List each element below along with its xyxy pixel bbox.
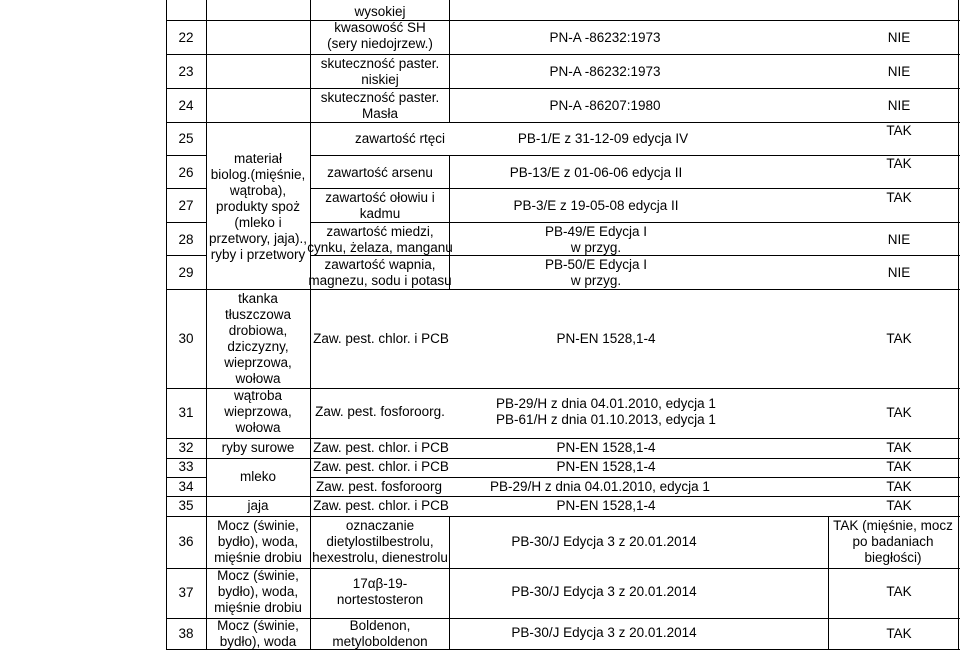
accreditation-cell: TAK xyxy=(886,498,912,513)
row-number: 35 xyxy=(178,498,194,513)
row-number: 36 xyxy=(178,534,194,549)
row-divider xyxy=(166,222,206,223)
row-divider xyxy=(166,20,960,21)
accreditation-cell: NIE xyxy=(887,30,911,45)
test-cell: zawartość miedzi, cynku, żelaza, manganu xyxy=(307,224,453,255)
row-number: 30 xyxy=(178,331,194,346)
column-divider xyxy=(828,516,829,650)
test-cell: zawartość wapnia, magnezu, sodu i potasu xyxy=(308,257,452,288)
row-number: 28 xyxy=(178,232,194,247)
method-cell: PB-30/J Edycja 3 z 20.01.2014 xyxy=(511,584,697,599)
column-divider xyxy=(449,0,450,122)
column-divider xyxy=(166,0,167,650)
row-number: 24 xyxy=(178,98,194,113)
test-cell: 17αβ-19- nortestosteron xyxy=(336,576,424,607)
row-number: 33 xyxy=(178,459,194,474)
row-divider xyxy=(166,88,960,89)
method-cell: PB-29/H z dnia 04.01.2010, edycja 1 xyxy=(490,479,710,494)
row-number: 27 xyxy=(178,198,194,213)
column-divider xyxy=(958,0,959,650)
material-cell: jaja xyxy=(247,498,269,513)
material-group-milk: mleko xyxy=(239,469,277,484)
material-cell: Mocz (świnie, bydło), woda, mięśnie drobiu xyxy=(214,518,302,565)
row-divider xyxy=(166,289,960,290)
accreditation-cell: NIE xyxy=(887,265,911,280)
row-divider xyxy=(310,222,960,223)
row-number: 34 xyxy=(178,479,194,494)
test-cell: Zaw. pest. chlor. i PCB xyxy=(313,459,449,474)
method-cell: PB-29/H z dnia 04.01.2010, edycja 1 PB-61/H z dnia 01.10.2013, edycja 1 xyxy=(496,396,716,427)
accreditation-cell: TAK xyxy=(886,440,912,455)
method-cell: PB-49/E Edycja I w przyg. xyxy=(544,224,648,255)
row-divider xyxy=(166,188,206,189)
row-divider xyxy=(166,438,960,439)
row-divider xyxy=(166,255,206,256)
accreditation-cell: TAK xyxy=(886,331,912,346)
test-cell: Zaw. pest. chlor. i PCB xyxy=(313,331,449,346)
accreditation-cell: TAK xyxy=(886,584,912,599)
accreditation-cell: TAK (mięśnie, mocz po badaniach biegłości) xyxy=(833,518,953,565)
row-number: 38 xyxy=(178,626,194,641)
accreditation-cell: TAK xyxy=(886,479,912,494)
row-number: 37 xyxy=(178,585,194,600)
row-divider xyxy=(166,477,206,478)
accreditation-cell: NIE xyxy=(887,98,911,113)
method-cell: PB-3/E z 19-05-08 edycja II xyxy=(513,198,679,213)
column-divider xyxy=(449,516,450,650)
method-cell: PN-EN 1528,1-4 xyxy=(556,331,656,346)
column-divider xyxy=(206,0,207,650)
row-number: 25 xyxy=(178,131,194,146)
test-cell: Zaw. pest. chlor. i PCB xyxy=(313,498,449,513)
test-cell: oznaczanie dietylostilbestrolu, hexestrolu, dienestrolu xyxy=(312,518,448,565)
method-cell: PB-13/E z 01-06-06 edycja II xyxy=(509,165,683,180)
material-cell: wątroba wieprzowa, wołowa xyxy=(224,388,292,435)
row-divider xyxy=(166,155,206,156)
accreditation-cell: TAK xyxy=(886,123,912,138)
accreditation-cell: TAK xyxy=(886,156,912,171)
method-cell: PN-EN 1528,1-4 xyxy=(556,459,656,474)
material-group-biological: materiał biolog.(mięśnie, wątroba), produkty spoż (mleko i przetwory, jaja)., ryby i przetwory xyxy=(208,151,308,262)
accreditation-cell: TAK xyxy=(886,626,912,641)
row-divider xyxy=(166,122,960,123)
method-cell: PN-A -86207:1980 xyxy=(549,98,661,113)
test-cell: Zaw. pest. fosforoorg xyxy=(315,479,443,494)
accreditation-cell: TAK xyxy=(886,190,912,205)
row-divider xyxy=(310,155,960,156)
test-cell: Zaw. pest. chlor. i PCB xyxy=(313,440,449,455)
row-divider xyxy=(166,516,960,517)
row-divider xyxy=(310,477,960,478)
test-cell: wysokiej kwasowość SH (sery niedojrzew.) xyxy=(327,4,433,51)
test-cell: zawartość rtęci xyxy=(354,131,446,146)
method-cell: PN-A -86232:1973 xyxy=(549,30,661,45)
row-number: 26 xyxy=(178,165,194,180)
row-divider xyxy=(310,188,960,189)
method-cell: PB-1/E z 31-12-09 edycja IV xyxy=(517,131,689,146)
method-cell: PB-30/J Edycja 3 z 20.01.2014 xyxy=(511,625,697,640)
row-number: 22 xyxy=(178,30,194,45)
method-cell: PN-A -86232:1973 xyxy=(549,64,661,79)
accreditation-cell: TAK xyxy=(886,459,912,474)
row-divider xyxy=(166,54,960,55)
test-cell: Zaw. pest. fosforoorg. xyxy=(315,404,445,419)
accreditation-cell: NIE xyxy=(887,64,911,79)
test-cell: zawartość arsenu xyxy=(327,165,433,180)
row-number: 29 xyxy=(178,265,194,280)
column-divider xyxy=(310,0,311,650)
accreditation-cell: NIE xyxy=(887,232,911,247)
material-cell: tkanka tłuszczowa drobiowa, dziczyzny, wieprzowa, wołowa xyxy=(224,291,292,386)
material-cell: ryby surowe xyxy=(221,440,295,455)
method-cell: PB-50/E Edycja I w przyg. xyxy=(544,257,648,288)
accreditation-cell: TAK xyxy=(886,405,912,420)
test-cell: skuteczność paster. Masła xyxy=(320,90,440,121)
test-cell: zawartość ołowiu i kadmu xyxy=(325,190,435,221)
test-cell: skuteczność paster. niskiej xyxy=(320,56,440,87)
method-cell: PN-EN 1528,1-4 xyxy=(556,498,656,513)
method-cell: PN-EN 1528,1-4 xyxy=(556,440,656,455)
test-cell: Boldenon, metyloboldenon xyxy=(332,618,428,649)
row-divider xyxy=(166,496,960,497)
row-number: 32 xyxy=(178,440,194,455)
row-number: 23 xyxy=(178,64,194,79)
material-cell: Mocz (świnie, bydło), woda, mięśnie drobiu xyxy=(214,568,302,615)
material-cell: Mocz (świnie, bydło), woda xyxy=(217,618,299,649)
method-cell: PB-30/J Edycja 3 z 20.01.2014 xyxy=(511,534,697,549)
row-number: 31 xyxy=(178,405,194,420)
